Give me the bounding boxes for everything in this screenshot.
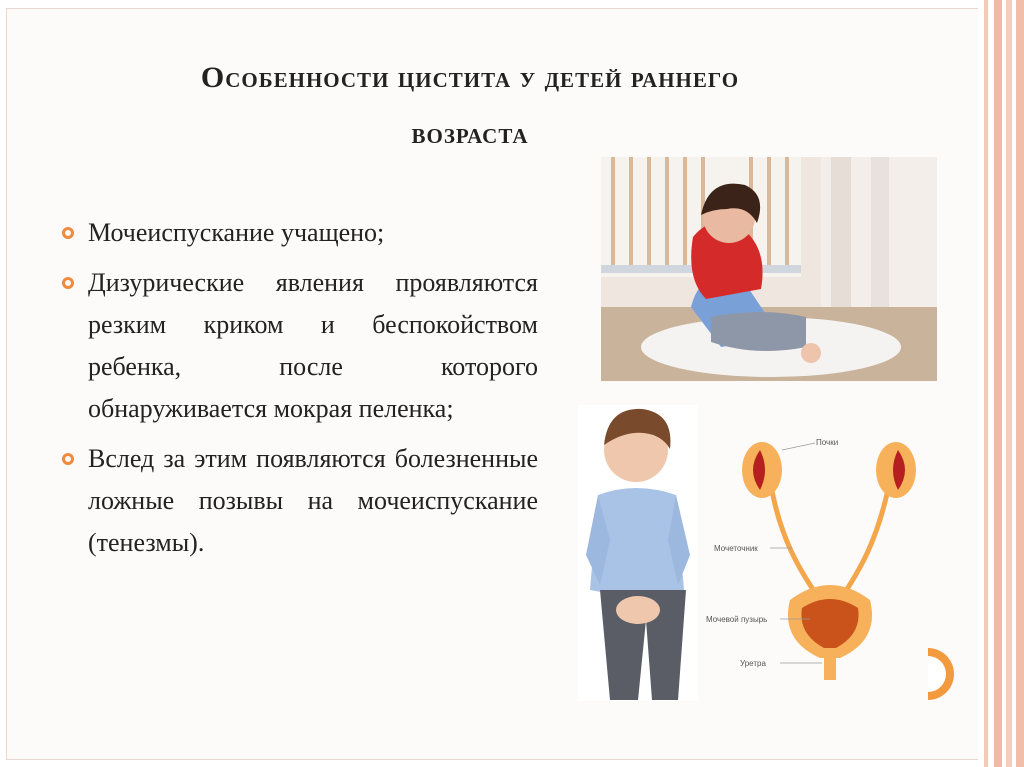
bullet-dot-icon [62,277,74,289]
title-line-2: возраста [411,117,529,150]
label-bladder: Мочевой пузырь [706,615,768,624]
label-urethra: Уретра [740,659,766,668]
bullet-text: Мочеиспускание учащено; [88,218,385,247]
decorative-stripes [978,0,1024,767]
bullet-dot-icon [62,227,74,239]
bullet-item [60,438,538,564]
label-kidneys: Почки [816,438,839,447]
bullet-text: Дизурические явления проявляются резким криком и беспокойством ребенка, после которого обнаруживается мокрая пеленка; [88,268,538,423]
bullet-item [60,212,538,254]
bullet-item [60,262,538,430]
label-ureter: Мочеточник [714,544,758,553]
title-line-1: Особенности цистита у детей раннего [200,61,740,94]
urinary-system-diagram [700,430,930,680]
bullet-dot-icon [62,453,74,465]
decorative-circle [928,644,974,702]
bullet-list [60,212,538,572]
boy-photo [578,405,698,701]
slide-title [0,50,940,162]
bullet-text: Вслед за этим появляются болезненные ложные позывы на мочеиспускание (тенезмы). [88,444,538,557]
child-on-potty-photo [601,157,937,381]
